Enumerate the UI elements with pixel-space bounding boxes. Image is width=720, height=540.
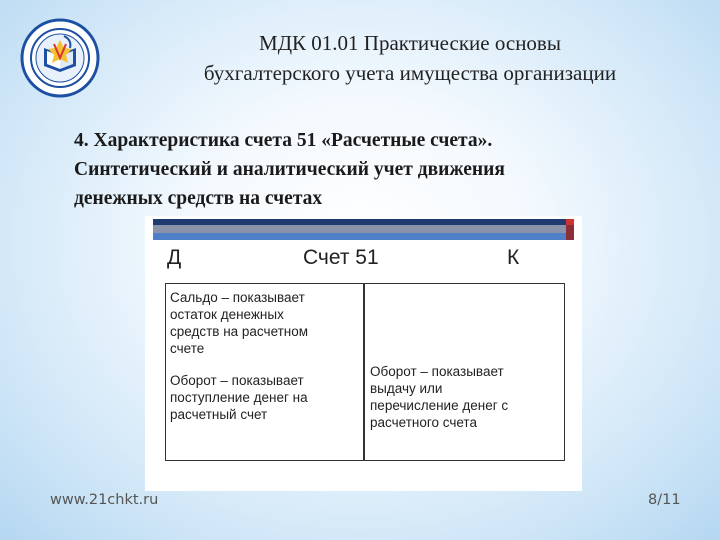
course-title: [150, 28, 670, 88]
account-t-table: [165, 283, 565, 461]
section-heading: [74, 126, 674, 213]
account-name: Счет 51: [303, 246, 379, 269]
page-number: 8/11: [648, 492, 681, 508]
course-title-line-1: МДК 01.01 Практические основы: [259, 31, 561, 55]
t-table-divider: [363, 284, 365, 460]
section-heading-line-2: Синтетический и аналитический учет движения: [74, 159, 505, 180]
credit-label: К: [507, 246, 520, 269]
decor-bar-gray: [153, 225, 566, 233]
debit-turnover-text: Оборот – показывает поступление денег на расчетный счет: [170, 373, 308, 422]
debit-label: Д: [167, 246, 182, 269]
college-emblem-icon: [20, 18, 100, 98]
course-title-line-2: бухгалтерского учета имущества организации: [203, 61, 617, 85]
footer-site: www.21chkt.ru: [50, 492, 159, 508]
credit-turnover-text: Оборот – показывает выдачу или перечисление денег с расчетного счета: [370, 364, 509, 430]
account-t-figure: [145, 216, 582, 491]
decor-bar-blue: [153, 233, 566, 240]
section-heading-line-1: 4. Характеристика счета 51 «Расчетные счета».: [74, 130, 493, 151]
decor-bar-red-lower: [566, 225, 574, 240]
section-heading-line-3: денежных средств на счетах: [74, 188, 323, 209]
debit-balance-text: Сальдо – показывает остаток денежных средств на расчетном счете: [170, 290, 309, 356]
